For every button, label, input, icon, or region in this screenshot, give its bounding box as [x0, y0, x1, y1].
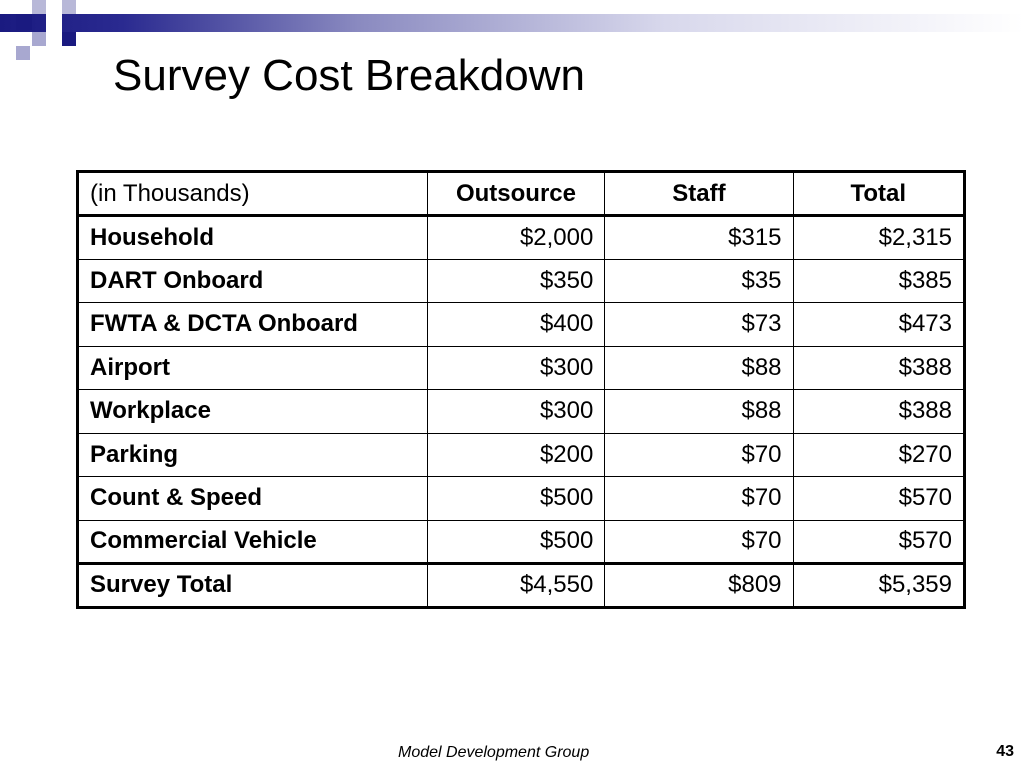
banner-square-decoration — [16, 14, 32, 30]
table-row — [78, 520, 965, 564]
total-value: $388 — [793, 346, 964, 390]
banner-square-decoration — [16, 46, 30, 60]
total-value: $385 — [793, 259, 964, 303]
header-cell-units: (in Thousands) — [78, 172, 428, 216]
banner-square-decoration — [32, 0, 46, 14]
survey-total-row — [78, 564, 965, 608]
staff-value: $315 — [605, 216, 793, 260]
row-label: Parking — [78, 433, 428, 477]
staff-value: $73 — [605, 303, 793, 347]
total-value: $5,359 — [793, 564, 964, 608]
header-cell-outsource: Outsource — [427, 172, 605, 216]
outsource-value: $4,550 — [427, 564, 605, 608]
header-cell-staff: Staff — [605, 172, 793, 216]
outsource-value: $300 — [427, 346, 605, 390]
staff-value: $88 — [605, 346, 793, 390]
table-row — [78, 390, 965, 434]
outsource-value: $300 — [427, 390, 605, 434]
banner-square-decoration — [46, 14, 62, 32]
row-label: Workplace — [78, 390, 428, 434]
banner-square-decoration — [32, 32, 46, 46]
outsource-value: $200 — [427, 433, 605, 477]
cost-table — [76, 170, 966, 609]
total-value: $570 — [793, 520, 964, 564]
total-value: $570 — [793, 477, 964, 521]
row-label: Count & Speed — [78, 477, 428, 521]
table-row — [78, 216, 965, 260]
header-cell-total: Total — [793, 172, 964, 216]
table-header-row — [78, 172, 965, 216]
row-label: FWTA & DCTA Onboard — [78, 303, 428, 347]
staff-value: $70 — [605, 433, 793, 477]
outsource-value: $400 — [427, 303, 605, 347]
table-row — [78, 303, 965, 347]
row-label: Commercial Vehicle — [78, 520, 428, 564]
total-value: $270 — [793, 433, 964, 477]
banner-square-decoration — [62, 0, 76, 14]
page-number: 43 — [996, 743, 1014, 760]
staff-value: $70 — [605, 477, 793, 521]
row-label: Airport — [78, 346, 428, 390]
footer-text: Model Development Group — [398, 744, 590, 761]
row-label: Survey Total — [78, 564, 428, 608]
staff-value: $809 — [605, 564, 793, 608]
staff-value: $35 — [605, 259, 793, 303]
total-value: $2,315 — [793, 216, 964, 260]
total-value: $473 — [793, 303, 964, 347]
banner-square-decoration — [62, 32, 76, 46]
banner-square-decoration — [0, 0, 16, 14]
total-value: $388 — [793, 390, 964, 434]
header-banner — [0, 14, 1024, 32]
outsource-value: $2,000 — [427, 216, 605, 260]
table-row — [78, 477, 965, 521]
table-row — [78, 259, 965, 303]
staff-value: $70 — [605, 520, 793, 564]
row-label: Household — [78, 216, 428, 260]
slide-title: Survey Cost Breakdown — [113, 51, 585, 100]
outsource-value: $350 — [427, 259, 605, 303]
outsource-value: $500 — [427, 477, 605, 521]
staff-value: $88 — [605, 390, 793, 434]
table-row — [78, 346, 965, 390]
row-label: DART Onboard — [78, 259, 428, 303]
table-row — [78, 433, 965, 477]
outsource-value: $500 — [427, 520, 605, 564]
